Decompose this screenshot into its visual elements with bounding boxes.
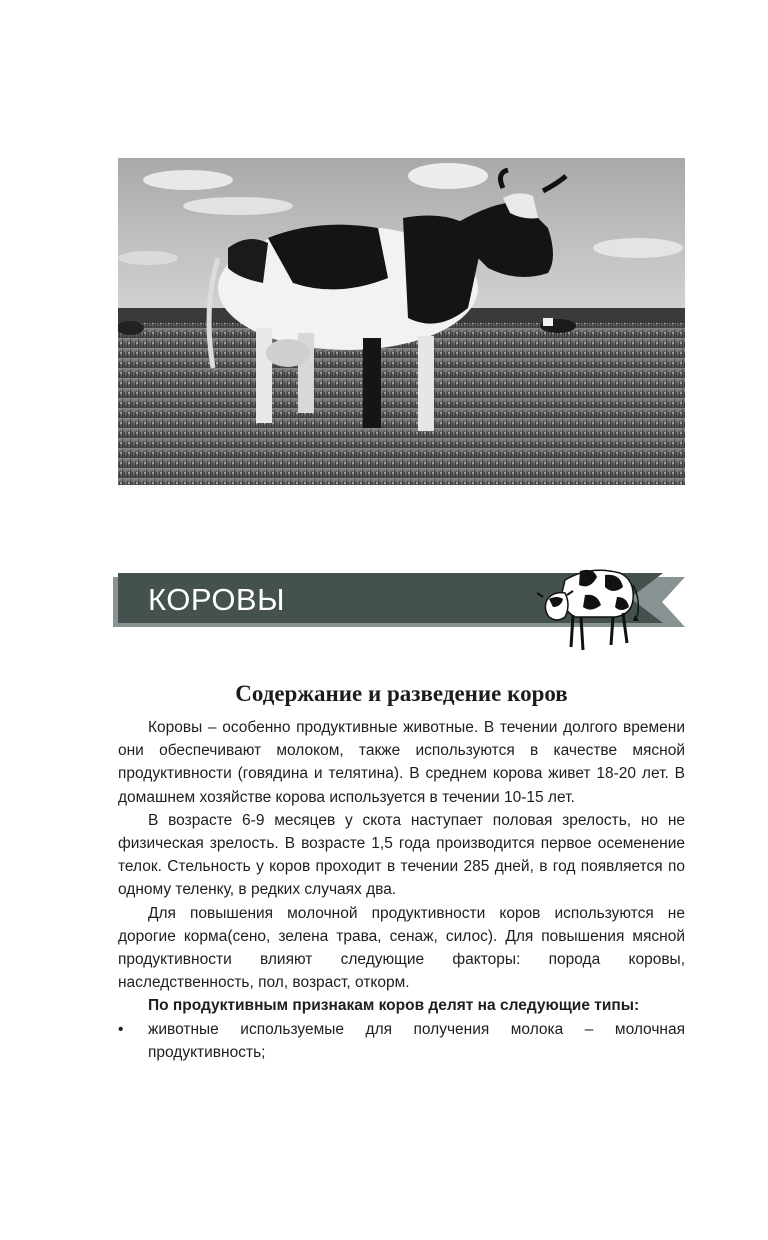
cow-icon <box>535 555 645 660</box>
list-item <box>118 1018 685 1064</box>
article-heading: Содержание и разведение коров <box>235 681 568 706</box>
article <box>118 680 685 1064</box>
paragraph-3: Для повышения молочной продуктивности коров используются не дорогие корма(сено, зелена трава, сенаж, силос). Для повышения мясной продуктивности влияют следующие факторы: порода коровы, наследственность, пол, возраст, откорм. <box>118 904 685 992</box>
section-banner <box>0 555 768 655</box>
bold-paragraph: По продуктивным признакам коров делят на следующие типы: <box>148 997 640 1015</box>
cow-photo <box>118 158 685 485</box>
bullet-mark: • <box>118 1020 124 1038</box>
section-title: КОРОВЫ <box>148 582 286 617</box>
paragraph-1: Коровы – особенно продуктивные животные. В течении долгого времени они обеспечивают молоком, также используются в качестве мясной продуктивности (говядина и телятина). В среднем корова живет 18-20 лет. В домашнем хозяйстве корова используется в течении 10-15 лет. <box>118 719 685 806</box>
paragraph-2: В возрасте 6-9 месяцев у скота наступает половая зрелость, но не физическая зрелость. В возрасте 1,5 года производится первое осеменение телок. Стельность у коров проходит в течении 285 дней, в год появляется по одному теленку, в редких случаях два. <box>118 811 685 899</box>
bullet-list <box>118 1018 685 1064</box>
cow-photo-image <box>118 158 685 485</box>
bullet-text: животные используемые для получения молока – молочная продуктивность; <box>148 1020 685 1061</box>
